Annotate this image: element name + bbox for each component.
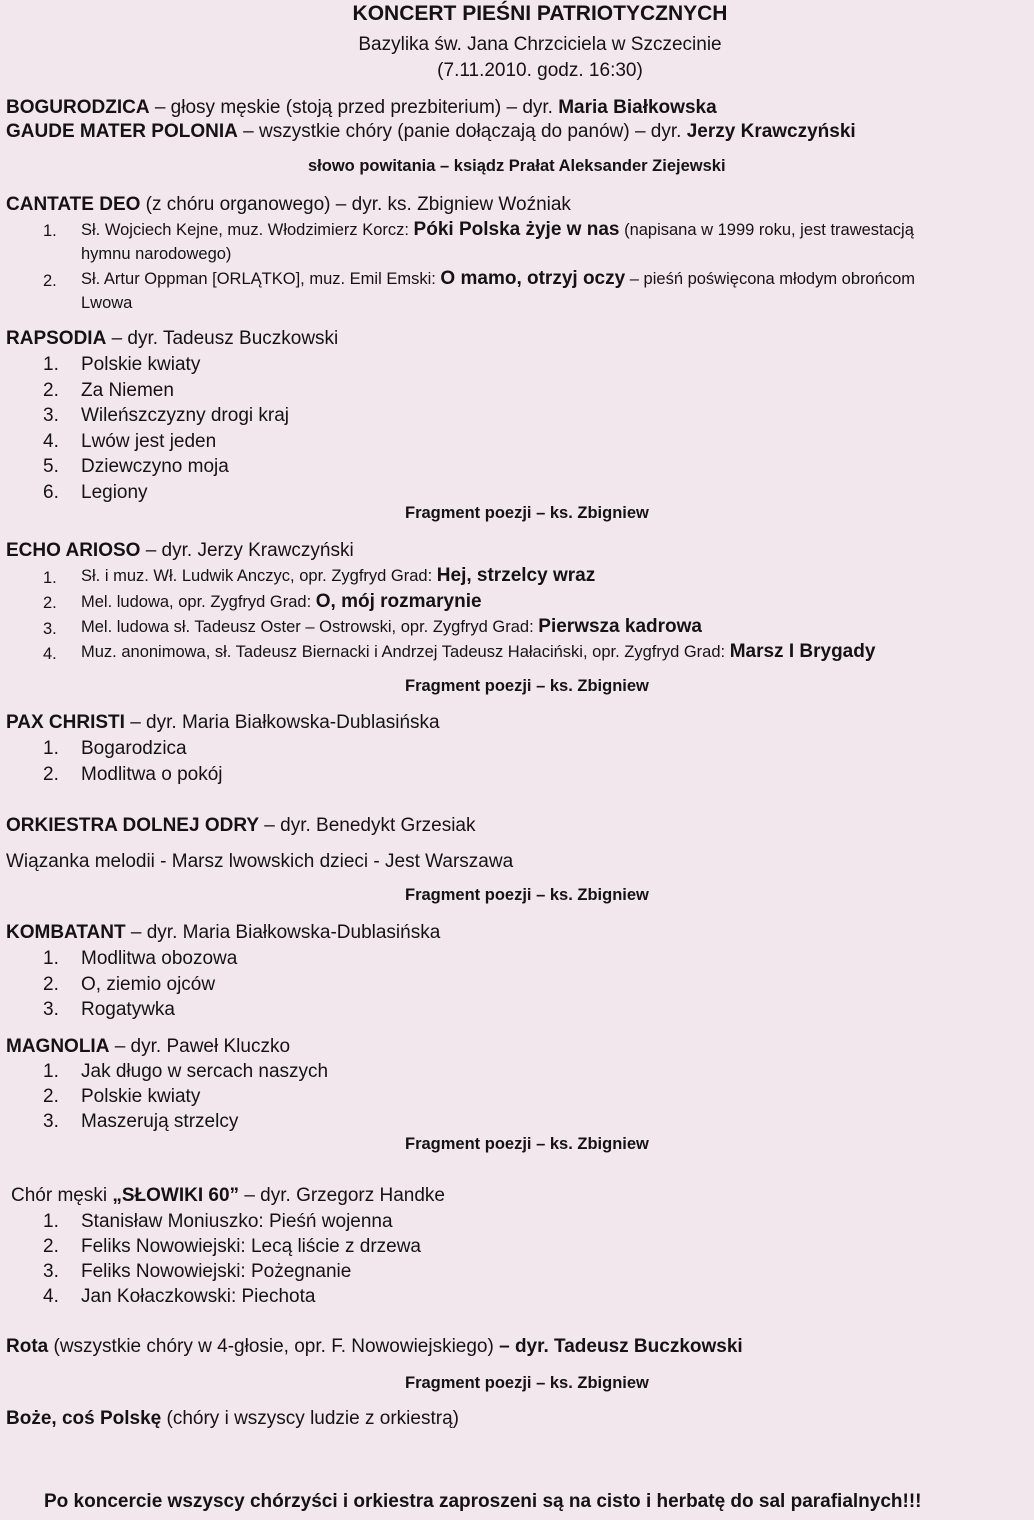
item-number: 2.: [43, 764, 59, 785]
section-kombatant: [6, 922, 440, 944]
song-title: Bogarodzica: [81, 738, 187, 759]
section-boze: [6, 1408, 459, 1430]
ensemble-name: CANTATE DEO: [6, 194, 141, 215]
item-number: 1.: [43, 354, 59, 375]
item-number: 3.: [43, 999, 59, 1020]
footer-invitation: Po koncercie wszyscy chórzyści i orkiestra zaproszeni są na cisto i herbatę do sal parafialnych!!!: [44, 1491, 922, 1512]
song-title: Jan Kołaczkowski: Piechota: [81, 1286, 316, 1307]
song-title: Rogatywka: [81, 999, 175, 1020]
song-entry: [81, 268, 915, 290]
song-name: Boże, coś Polskę: [6, 1408, 162, 1429]
item-number: 3.: [43, 620, 57, 638]
song-credits: Sł. Wojciech Kejne, muz. Włodzimierz Korcz:: [81, 221, 414, 239]
section-echo-arioso: [6, 540, 354, 562]
song-name: Rota: [6, 1336, 49, 1357]
entry-description: – dyr. Benedykt Grzesiak: [259, 815, 476, 836]
song-entry: [81, 591, 482, 613]
medley: Wiązanka melodii - Marsz lwowskich dzieci - Jest Warszawa: [6, 851, 514, 872]
ensemble-name: GAUDE MATER POLONIA: [6, 121, 238, 142]
item-number: 3.: [43, 405, 59, 426]
song-credits: Sł. i muz. Wł. Ludwik Anczyc, opr. Zygfryd Grad:: [81, 567, 437, 585]
poetry-interlude: Fragment poezji – ks. Zbigniew: [405, 1135, 649, 1153]
song-credits: Sł. Artur Oppman [ORLĄTKO], muz. Emil Emski:: [81, 270, 441, 288]
song-title: Za Niemen: [81, 380, 174, 401]
item-number: 3.: [43, 1261, 59, 1282]
item-number: 4.: [43, 1286, 59, 1307]
song-title: Póki Polska żyje w nas: [413, 219, 620, 240]
page-title: KONCERT PIEŚNI PATRIOTYCZNYCH: [352, 2, 728, 25]
song-title: O mamo, otrzyj oczy: [440, 268, 626, 289]
song-entry: [81, 565, 595, 587]
entry-description: (chóry i wszyscy ludzie z orkiestrą): [161, 1408, 459, 1429]
section-cantate-deo: [6, 194, 571, 216]
venue: Bazylika św. Jana Chrzciciela w Szczecinie: [358, 34, 722, 55]
poetry-interlude: Fragment poezji – ks. Zbigniew: [405, 677, 649, 695]
song-note: – pieśń poświęcona młodym obrońcom: [625, 270, 916, 288]
entry-description: (z chóru organowego) – dyr. ks. Zbigniew Woźniak: [140, 194, 571, 215]
entry-prefix: Chór męski: [11, 1185, 113, 1206]
section-pax-christi: [6, 712, 440, 734]
song-title: Pierwsza kadrowa: [538, 616, 702, 637]
item-number: 4.: [43, 431, 59, 452]
song-credits: Mel. ludowa sł. Tadeusz Oster – Ostrowski, opr. Zygfryd Grad:: [81, 618, 539, 636]
song-credits: Muz. anonimowa, sł. Tadeusz Biernacki i Andrzej Tadeusz Hałaciński, opr. Zygfryd Grad:: [81, 643, 730, 661]
song-title: Wileńszczyzny drogi kraj: [81, 405, 289, 426]
song-title: Hej, strzelcy wraz: [436, 565, 596, 586]
song-title: Marsz I Brygady: [729, 641, 876, 662]
ensemble-name: PAX CHRISTI: [6, 712, 125, 733]
item-number: 2.: [43, 974, 59, 995]
song-title: O, mój rozmarynie: [315, 591, 482, 612]
song-title: Polskie kwiaty: [81, 1086, 201, 1107]
song-title: Maszerują strzelcy: [81, 1111, 239, 1132]
date: (7.11.2010. godz. 16:30): [437, 60, 643, 81]
program-entry-bogurodzica: [6, 97, 717, 119]
song-title: Feliks Nowowiejski: Lecą liście z drzewa: [81, 1236, 421, 1257]
song-title: Modlitwa obozowa: [81, 948, 238, 969]
conductor: – dyr. Tadeusz Buczkowski: [499, 1336, 743, 1357]
song-note: (napisana w 1999 roku, jest trawestacją: [619, 221, 914, 239]
item-number: 5.: [43, 456, 59, 477]
item-number: 1.: [43, 948, 59, 969]
section-orkiestra: [6, 815, 476, 837]
entry-description: – dyr. Maria Białkowska-Dublasińska: [124, 712, 440, 733]
section-rapsodia: [6, 328, 338, 350]
song-note-continued: Lwowa: [81, 294, 133, 312]
ensemble-name: BOGURODZICA: [6, 97, 150, 118]
entry-description: – wszystkie chóry (panie dołączają do panów) – dyr.: [237, 121, 687, 142]
item-number: 1.: [43, 1211, 59, 1232]
item-number: 3.: [43, 1111, 59, 1132]
section-slowiki: [11, 1185, 445, 1207]
song-title: Feliks Nowowiejski: Pożegnanie: [81, 1261, 352, 1282]
item-number: 2.: [43, 272, 57, 290]
section-magnolia: [6, 1036, 290, 1058]
entry-description: – dyr. Grzegorz Handke: [239, 1185, 445, 1206]
song-credits: Mel. ludowa, opr. Zygfryd Grad:: [81, 593, 316, 611]
song-title: Legiony: [81, 482, 148, 503]
item-number: 2.: [43, 1086, 59, 1107]
item-number: 1.: [43, 569, 57, 587]
conductor: Jerzy Krawczyński: [686, 121, 856, 142]
entry-description: (wszystkie chóry w 4-głosie, opr. F. Nowowiejskiego): [48, 1336, 500, 1357]
item-number: 4.: [43, 645, 57, 663]
song-title: Polskie kwiaty: [81, 354, 201, 375]
item-number: 6.: [43, 482, 59, 503]
song-entry: [81, 219, 914, 241]
ensemble-name: ORKIESTRA DOLNEJ ODRY: [6, 815, 260, 836]
song-title: Jak długo w sercach naszych: [81, 1061, 329, 1082]
ensemble-name: ECHO ARIOSO: [6, 540, 141, 561]
entry-description: – głosy męskie (stoją przed prezbiterium) – dyr.: [149, 97, 559, 118]
entry-description: – dyr. Paweł Kluczko: [109, 1036, 291, 1057]
item-number: 2.: [43, 594, 57, 612]
ensemble-name: RAPSODIA: [6, 328, 107, 349]
song-title: Lwów jest jeden: [81, 431, 217, 452]
program-entry-gaude-mater: [6, 121, 856, 143]
poetry-interlude: Fragment poezji – ks. Zbigniew: [405, 1374, 649, 1392]
poetry-interlude: Fragment poezji – ks. Zbigniew: [405, 504, 649, 522]
song-title: Modlitwa o pokój: [81, 764, 223, 785]
poetry-interlude: Fragment poezji – ks. Zbigniew: [405, 886, 649, 904]
entry-description: – dyr. Jerzy Krawczyński: [140, 540, 354, 561]
item-number: 1.: [43, 738, 59, 759]
song-title: O, ziemio ojców: [81, 974, 216, 995]
entry-description: – dyr. Maria Białkowska-Dublasińska: [125, 922, 441, 943]
song-title: Dziewczyno moja: [81, 456, 229, 477]
item-number: 1.: [43, 1061, 59, 1082]
item-number: 1.: [43, 222, 57, 240]
song-title: Stanisław Moniuszko: Pieśń wojenna: [81, 1211, 393, 1232]
ensemble-name: KOMBATANT: [6, 922, 126, 943]
song-entry: [81, 641, 875, 663]
song-entry: [81, 616, 702, 638]
ensemble-name: „SŁOWIKI 60”: [112, 1185, 240, 1206]
song-note-continued: hymnu narodowego): [81, 245, 232, 263]
ensemble-name: MAGNOLIA: [6, 1036, 110, 1057]
entry-description: – dyr. Tadeusz Buczkowski: [106, 328, 339, 349]
section-rota: [6, 1336, 743, 1358]
item-number: 2.: [43, 380, 59, 401]
item-number: 2.: [43, 1236, 59, 1257]
greeting: słowo powitania – ksiądz Prałat Aleksander Ziejewski: [308, 157, 726, 175]
conductor: Maria Białkowska: [558, 97, 717, 118]
